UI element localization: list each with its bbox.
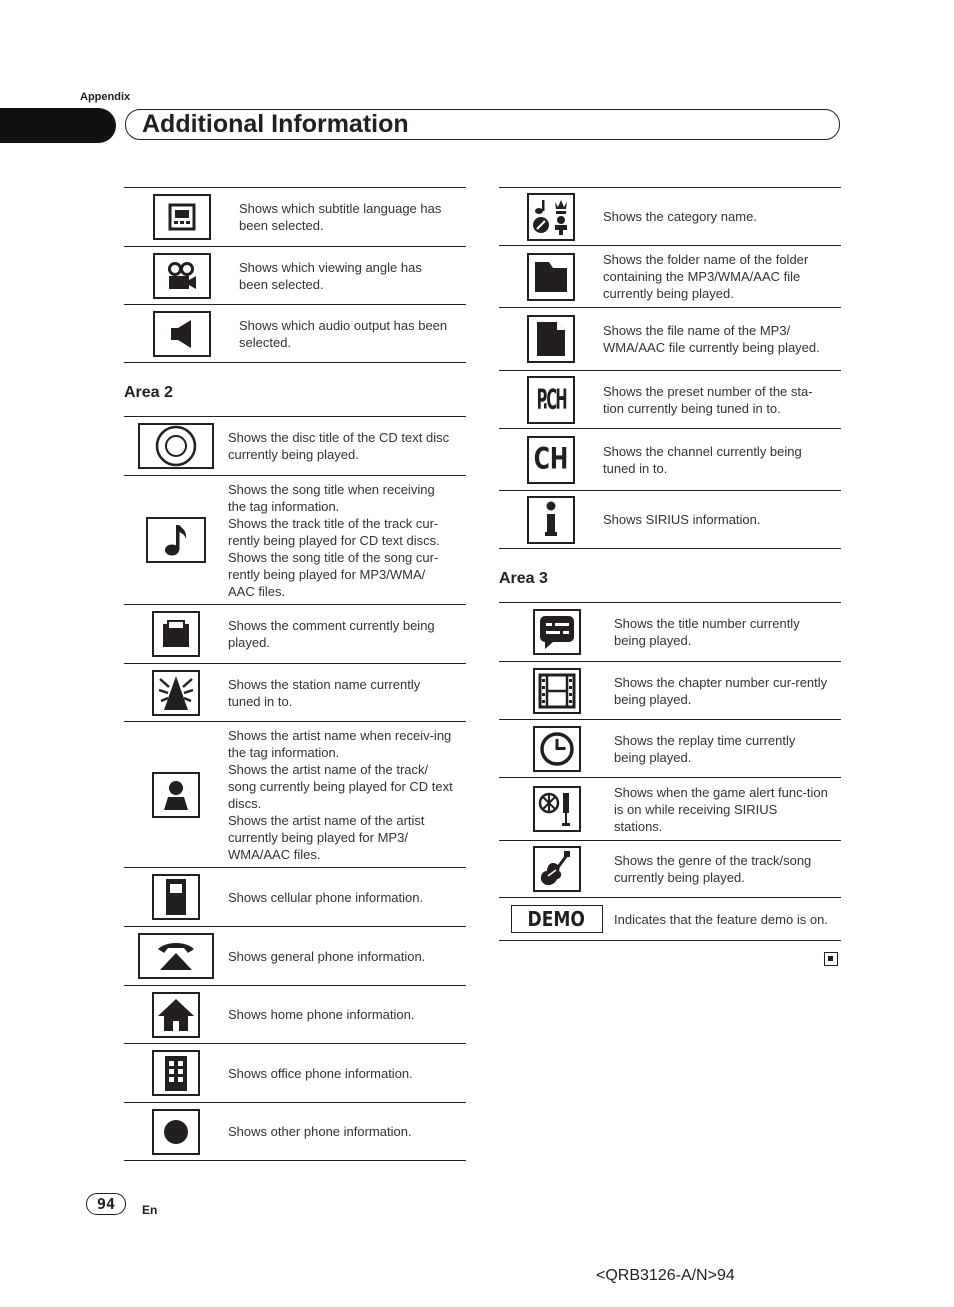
home-icon xyxy=(152,992,200,1038)
artist-person-icon xyxy=(152,772,200,818)
film-chapter-icon xyxy=(533,668,581,714)
demo-label: DEMO xyxy=(527,906,586,932)
table-row xyxy=(124,1043,466,1102)
row-description: Shows the title number currently being played. xyxy=(614,616,800,648)
row-description: Shows home phone information. xyxy=(228,1007,415,1022)
end-of-section-icon xyxy=(824,952,838,966)
comment-icon xyxy=(152,611,200,657)
row-description: Shows the song title when receiving the tag information. Shows the track title of the track cur-rently being played for CD text discs. Shows the song title of the song cur-rently being played for MP3/WMA/ AAC files. xyxy=(228,481,440,599)
music-note-icon xyxy=(146,517,206,563)
row-description: Indicates that the feature demo is on. xyxy=(614,911,828,927)
row-description: Shows the category name. xyxy=(603,209,757,224)
row-description: Shows which subtitle language has been selected. xyxy=(239,201,442,233)
table-row xyxy=(124,1102,466,1161)
table-row xyxy=(499,307,841,370)
table-row xyxy=(499,370,841,428)
row-description: Shows other phone information. xyxy=(228,1124,412,1139)
row-description: Shows the station name currently tuned in to. xyxy=(228,676,421,709)
folder-icon xyxy=(527,253,575,301)
clock-icon xyxy=(533,726,581,772)
table-row xyxy=(124,416,466,475)
table-row xyxy=(124,304,466,363)
camera-angle-icon xyxy=(153,253,211,299)
row-description: Shows which viewing angle has been selected. xyxy=(239,259,422,292)
page-number: 94 xyxy=(86,1193,126,1215)
table-row xyxy=(124,867,466,926)
table-row xyxy=(499,897,841,941)
row-description: Shows the artist name when receiv-ing the tag information. Shows the artist name of the track/ song currently being played for CD text discs. Shows the artist name of the artist currently being played for MP3/ WMA/AAC files. xyxy=(228,727,453,862)
area-heading: Area 2 xyxy=(124,384,173,401)
preset-channel-icon xyxy=(527,376,575,424)
channel-label: CH xyxy=(533,442,569,477)
table-row xyxy=(124,721,466,867)
row-description: Shows the genre of the track/song currently being played. xyxy=(614,853,812,885)
table-row xyxy=(499,428,841,490)
category-icon xyxy=(527,193,575,241)
area-heading: Area 3 xyxy=(499,570,548,587)
subtitle-icon xyxy=(153,194,211,240)
row-description: Shows SIRIUS information. xyxy=(603,512,761,527)
row-description: Shows when the game alert func-tion is on while receiving SIRIUS stations. xyxy=(614,784,828,834)
title-chat-icon xyxy=(533,609,581,655)
preset-channel-label: P.CH xyxy=(536,383,566,416)
row-description: Shows which audio output has been selected. xyxy=(239,317,448,350)
disc-icon xyxy=(138,423,214,469)
row-description: Shows the chapter number cur-rently being played. xyxy=(614,674,828,707)
info-icon xyxy=(527,496,575,544)
table-row xyxy=(499,602,841,661)
guitar-genre-icon xyxy=(533,846,581,892)
table-row xyxy=(499,661,841,719)
row-description: Shows general phone information. xyxy=(228,948,426,964)
table-row xyxy=(499,840,841,897)
row-description: Shows the preset number of the sta-tion currently being tuned in to. xyxy=(603,383,813,416)
table-row xyxy=(499,719,841,777)
table-row xyxy=(124,187,466,246)
cellular-phone-icon xyxy=(152,874,200,920)
file-icon xyxy=(527,315,575,363)
game-alert-icon xyxy=(533,786,581,832)
demo-label-icon xyxy=(511,905,603,933)
table-row xyxy=(124,926,466,985)
document-code: <QRB3126-A/N>94 xyxy=(596,1267,735,1284)
table-row xyxy=(499,245,841,307)
table-row xyxy=(124,663,466,721)
page-title: Additional Information xyxy=(142,110,409,138)
row-description: Shows cellular phone information. xyxy=(228,889,424,905)
table-row xyxy=(499,490,841,549)
section-tab-marker xyxy=(0,108,116,143)
station-tower-icon xyxy=(152,670,200,716)
left-column xyxy=(124,187,466,1161)
office-building-icon xyxy=(152,1050,200,1096)
table-row xyxy=(499,777,841,840)
row-description: Shows office phone information. xyxy=(228,1065,413,1081)
table-row xyxy=(124,475,466,604)
speaker-icon xyxy=(153,311,211,357)
general-phone-icon xyxy=(138,933,214,979)
channel-icon xyxy=(527,436,575,484)
right-column xyxy=(499,187,841,941)
row-description: Shows the disc title of the CD text disc currently being played. xyxy=(228,430,450,462)
section-label: Appendix xyxy=(80,91,131,103)
row-description: Shows the channel currently being tuned in to. xyxy=(603,443,802,476)
other-dot-icon xyxy=(152,1109,200,1155)
table-row xyxy=(499,187,841,245)
row-description: Shows the file name of the MP3/ WMA/AAC file currently being played. xyxy=(603,323,820,355)
row-description: Shows the comment currently being played. xyxy=(228,618,435,650)
language-label: En xyxy=(142,1203,158,1217)
table-row xyxy=(124,604,466,663)
table-row xyxy=(124,246,466,304)
row-description: Shows the folder name of the folder containing the MP3/WMA/AAC file currently being played. xyxy=(603,252,809,301)
row-description: Shows the replay time currently being played. xyxy=(614,732,796,765)
table-row xyxy=(124,985,466,1043)
